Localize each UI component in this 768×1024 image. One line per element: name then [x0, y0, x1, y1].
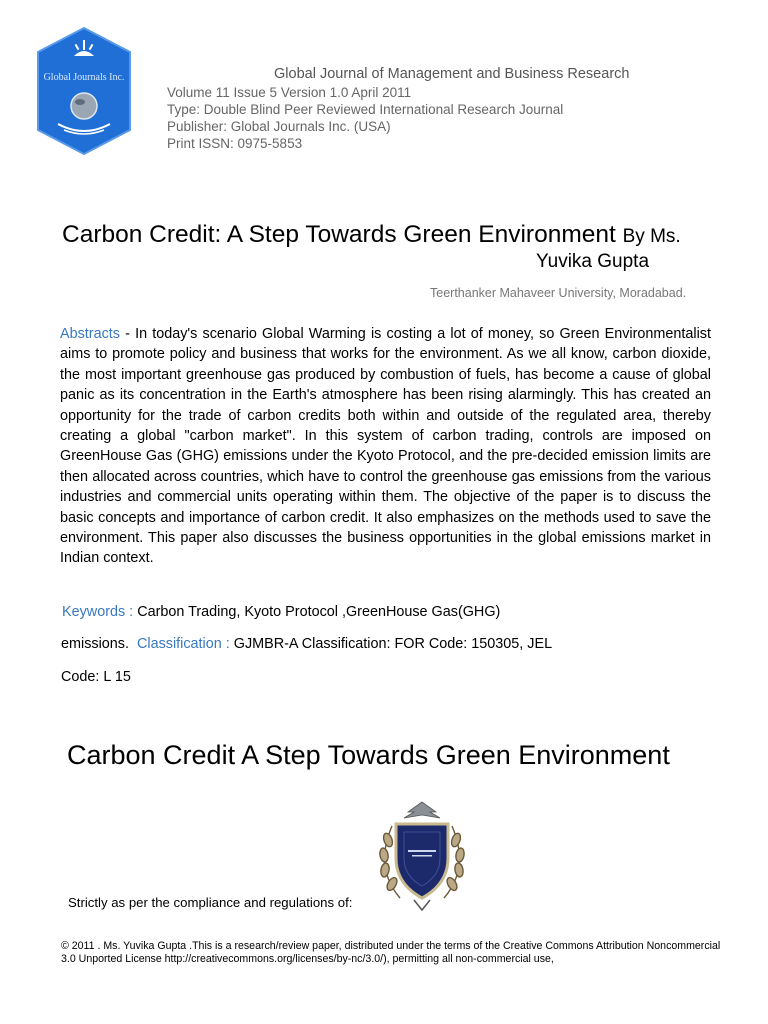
publisher-line: Publisher: Global Journals Inc. (USA) — [167, 119, 391, 134]
abstract — [60, 324, 711, 569]
classification-label: Classification : — [136, 636, 230, 652]
classification — [61, 636, 552, 652]
keywords-text: Carbon Trading, Kyoto Protocol ,GreenHouse Gas(GHG) — [137, 604, 501, 620]
by-prefix: By Ms. — [622, 226, 681, 247]
type-line: Type: Double Blind Peer Reviewed International Research Journal — [167, 102, 564, 117]
issn-line: Print ISSN: 0975-5853 — [167, 136, 303, 151]
svg-text:Global Journals Inc.: Global Journals Inc. — [43, 72, 125, 83]
journal-name: Global Journal of Management and Business Research — [274, 66, 630, 82]
journal-logo — [36, 26, 132, 156]
code-line: Code: L 15 — [61, 669, 131, 685]
paper-title-text: Carbon Credit: A Step Towards Green Environment — [62, 221, 616, 248]
keywords-continued: emissions. — [61, 636, 129, 652]
seal-emblem — [370, 800, 474, 912]
volume-line: Volume 11 Issue 5 Version 1.0 April 2011 — [167, 85, 412, 100]
paper-title — [62, 221, 681, 249]
affiliation: Teerthanker Mahaveer University, Moradabad. — [430, 286, 687, 300]
compliance-text: Strictly as per the compliance and regulations of: — [68, 895, 353, 910]
keywords — [62, 604, 500, 620]
abstract-label: Abstracts — [60, 326, 120, 342]
section-title: Carbon Credit A Step Towards Green Environment — [67, 740, 670, 770]
classification-text: GJMBR-A Classification: FOR Code: 150305, JEL — [233, 636, 553, 652]
abstract-text: - In today's scenario Global Warming is costing a lot of money, so Green Environmentalist aims to promote policy and business that works for the environment. As we all know, carbon dioxide, the most important greenhouse gas produced by combustion of fuels, has become a cause of global panic as its concentration in the Earth's atmosphere has been rising alarmingly. This has created an opportunity for the trade of carbon credits both within and outside of the regulated area, thereby creating a global "carbon market". In this system of carbon trading, controls are imposed on GreenHouse Gas (GHG) emissions under the Kyoto Protocol, and the pre-decided emission limits are then allocated across countries, which have to control the greenhouse gas emissions from the various industries and commercial units operating within them. The objective of the paper is to discuss the basic concepts and importance of carbon credit. It also emphasizes on the methods used to save the environment. This paper also discusses the business opportunities in the global emissions market in Indian context. — [60, 326, 711, 567]
author-name: Yuvika Gupta — [536, 251, 650, 272]
keywords-label: Keywords : — [62, 604, 134, 620]
license-footer: © 2011 . Ms. Yuvika Gupta .This is a research/review paper, distributed under the terms of the Creative Commons Attribution Noncommercial 3.0 Unported License http://creativecommons.org/licenses/by-nc/3.0/), permitting all non-commercial use, — [61, 940, 721, 965]
